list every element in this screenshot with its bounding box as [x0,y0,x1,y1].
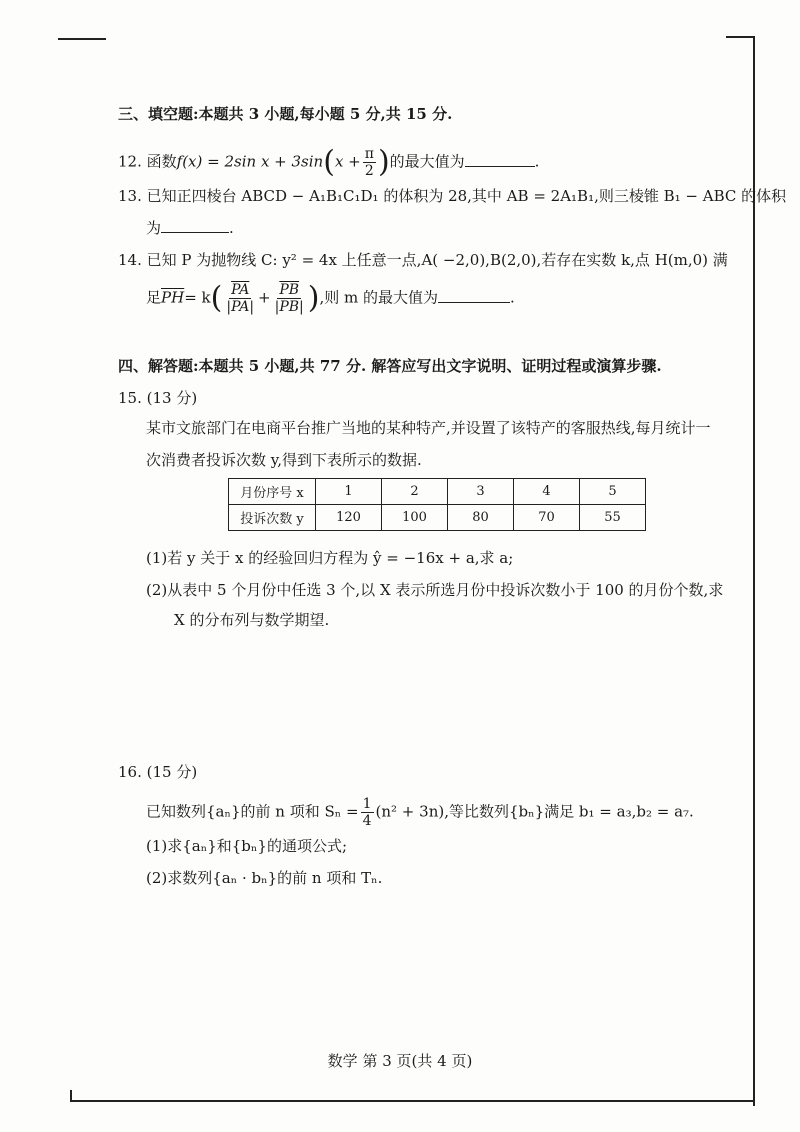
table-cell-y: 120 [316,505,382,531]
bottom-left-tick [70,1090,72,1102]
question-15-stem-line2: 次消费者投诉次数 y,得到下表所示的数据. [146,451,422,469]
table-cell-x: 4 [514,479,580,505]
table-cell-x: 3 [448,479,514,505]
table-cell-y: 55 [580,505,646,531]
bottom-rule [70,1100,754,1102]
table-row [229,479,646,505]
question-14-line1: 14. 已知 P 为抛物线 C: y² = 4x 上任意一点,A( −2,0),B(2,0),若存在实数 k,点 H(m,0) 满 [118,251,728,269]
question-16-number: 16. (15 分) [118,763,198,781]
q12-number: 12. [118,152,142,171]
q12-rparen: ) [377,144,390,180]
question-15-part2-line1: (2)从表中 5 个月份中任选 3 个,以 X 表示所选月份中投诉次数小于 100 的月份个数,求 [146,581,724,599]
q16-frac-one-quarter: $\frac{1}{4}$ [362,796,372,829]
table-cell-x: 5 [580,479,646,505]
question-16-stem: 已知数列{aₙ}的前 n 项和 Sₙ = $\frac{1}{4}$ (n² + 3n),等比数列{bₙ}满足 b₁ = a₃,b₂ = a₇. [146,796,694,829]
top-left-rule [58,38,106,40]
q12-pi-over-2: $\frac{\pi}{2}$ [364,146,374,179]
q14-frac-pa: $\frac{\overline{PA}}{|PA|}$ [226,282,255,315]
table-cell-x: 1 [316,479,382,505]
top-right-rule [726,36,754,38]
table-cell-x: 2 [382,479,448,505]
section3-heading: 三、填空题:本题共 3 小题,每小题 5 分,共 15 分. [118,105,453,123]
q12-pre: 函数 [146,152,177,171]
table-cell-y: 100 [382,505,448,531]
question-14-line2: 足$\overline{PH}= k$( $\frac{\overline{PA}}{|PA|}$ + $\frac{\overline{PB}}{|PB|}$ ),则 m 的最大值为 . [146,280,515,316]
question-15-number: 15. (13 分) [118,389,198,407]
question-13-line1: 13. 已知正四棱台 ABCD − A₁B₁C₁D₁ 的体积为 28,其中 AB = 2A₁B₁,则三棱锥 B₁ − ABC 的体积 [118,187,787,205]
q14-frac-pb: $\frac{\overline{PB}}{|PB|}$ [274,282,304,315]
table-header-x: 月份序号 x [229,479,316,505]
table-header-y: 投诉次数 y [229,505,316,531]
q14-answer-blank[interactable] [438,288,510,303]
q12-arg: x + [334,152,361,171]
page-footer: 数学 第 3 页(共 4 页) [327,1052,473,1070]
table-cell-y: 80 [448,505,514,531]
q12-lparen: ( [323,144,335,180]
question-15-part2-line2: X 的分布列与数学期望. [174,611,330,629]
question-13-line2: 为 . [146,219,234,237]
question-15-part1: (1)若 y 关于 x 的经验回归方程为 ŷ = −16x + a,求 a; [146,549,514,567]
q12-func: f(x) = 2sin x + 3sin [176,152,324,171]
q12-post: 的最大值为 [389,152,465,171]
q13-answer-blank[interactable] [161,218,229,233]
question-12: 12. 函数f(x) = 2sin x + 3sin(x + $\frac{\pi}{2}$ )的最大值为 . [118,144,540,180]
q14-vector-ph: $\overline{PH}$ [161,288,185,307]
section4-heading: 四、解答题:本题共 5 小题,共 77 分. 解答应写出文字说明、证明过程或演算步骤. [118,357,662,375]
table-row [229,505,646,531]
complaints-table [228,478,646,531]
table-cell-y: 70 [514,505,580,531]
question-16-part1: (1)求{aₙ}和{bₙ}的通项公式; [146,837,347,855]
question-15-stem-line1: 某市文旅部门在电商平台推广当地的某种特产,并设置了该特产的客服热线,每月统计一 [146,419,711,437]
q12-answer-blank[interactable] [465,152,535,167]
question-16-part2: (2)求数列{aₙ · bₙ}的前 n 项和 Tₙ. [146,869,383,887]
